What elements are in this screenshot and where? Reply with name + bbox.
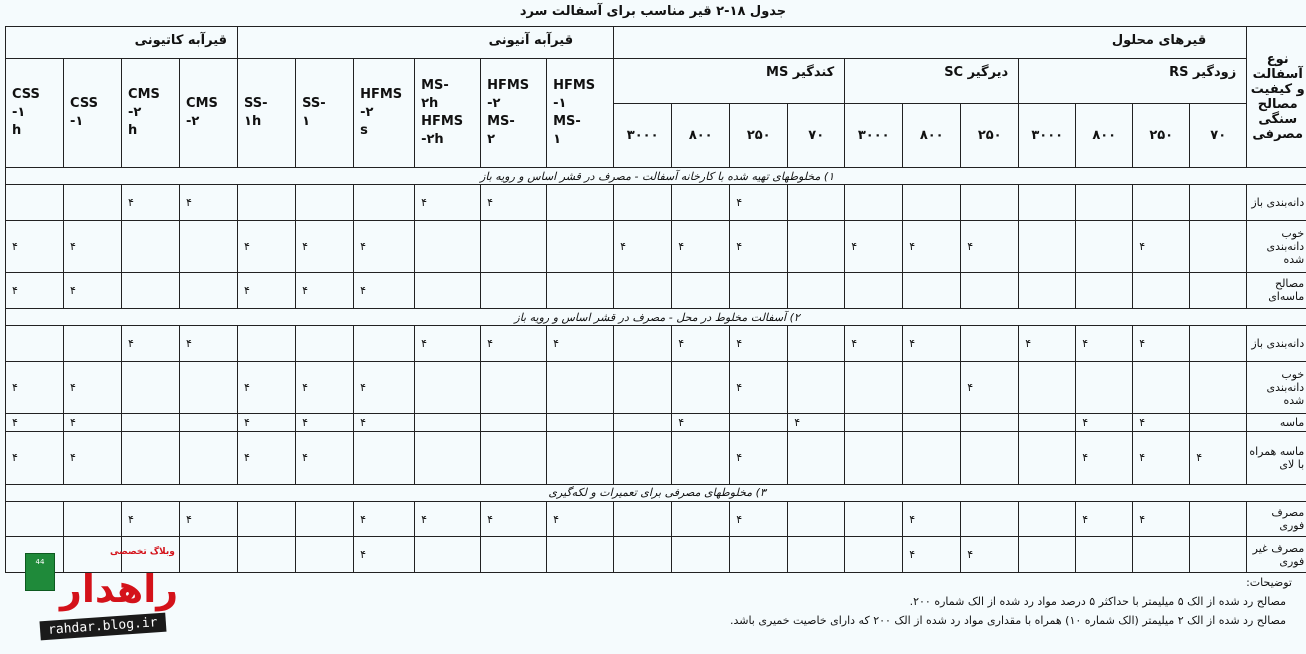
- mark-cell: ۴: [354, 413, 415, 431]
- mark-cell: ۴: [122, 501, 180, 537]
- mark-cell: ۴: [64, 431, 122, 484]
- table-row: [6, 185, 1306, 221]
- mark-cell: ۴: [354, 501, 415, 537]
- grade-header: CSS -۱: [64, 59, 122, 168]
- mark-cell: ۴: [354, 220, 415, 272]
- ms-header: کندگیر MS: [614, 59, 845, 104]
- grade-header: ۲۵۰: [730, 104, 788, 168]
- mark-cell: ۴: [64, 413, 122, 431]
- mark-cell: ۴: [180, 326, 238, 362]
- section-heading: ۱) مخلوطهای تهیه شده با کارخانه آسفالت - مصرف در قشر اساس و رویه باز: [6, 168, 1306, 185]
- mark-cell: ۴: [64, 220, 122, 272]
- mark-cell: ۴: [122, 326, 180, 362]
- table-row: [6, 537, 1306, 573]
- mark-cell: ۴: [961, 220, 1019, 272]
- row-label: دانه‌بندی باز: [1247, 185, 1306, 221]
- row-label: دانه‌بندی باز: [1247, 326, 1306, 362]
- page-title: جدول ۱۸-۲ قیر مناسب برای آسفالت سرد: [519, 4, 787, 19]
- mark-cell: ۴: [845, 326, 903, 362]
- grade-header: ۸۰۰: [1076, 104, 1133, 168]
- mark-cell: ۴: [961, 361, 1019, 413]
- row-label: مصرف فوری: [1247, 501, 1306, 537]
- grade-header: ۷۰: [1190, 104, 1247, 168]
- mark-cell: ۴: [1076, 431, 1133, 484]
- cutback-header: قیرهای محلول: [614, 27, 1247, 59]
- mark-cell: ۴: [354, 272, 415, 309]
- mark-cell: ۴: [296, 413, 354, 431]
- mark-cell: ۴: [481, 501, 547, 537]
- logo-text: راهدار: [60, 567, 179, 611]
- mark-cell: ۴: [1076, 413, 1133, 431]
- row-label: ماسه: [1247, 413, 1306, 431]
- table-row: [6, 272, 1306, 309]
- row-label: خوب دانه‌بندی شده: [1247, 361, 1306, 413]
- mark-cell: ۴: [64, 361, 122, 413]
- logo-tagline: وبلاگ تخصصی: [110, 547, 175, 557]
- grade-header: CMS -۲ h: [122, 59, 180, 168]
- mark-cell: ۴: [961, 537, 1019, 573]
- row-label: مصالح ماسه‌ای: [1247, 272, 1306, 309]
- table-row: [6, 413, 1306, 431]
- road-sign-icon: 44: [25, 553, 55, 591]
- note-item: مصالح رد شده از الک ۲ میلیمتر (الک شماره ۱۰) همراه با مقداری مواد رد شده از الک ۲۰۰ که دارای خاصیت خمیری باشد.: [729, 614, 1286, 627]
- grade-header: HFMS -۱ MS- ۱: [547, 59, 614, 168]
- mark-cell: ۴: [6, 272, 64, 309]
- mark-cell: ۴: [296, 361, 354, 413]
- mark-cell: ۴: [481, 185, 547, 221]
- mark-cell: ۴: [1190, 431, 1247, 484]
- mark-cell: ۴: [730, 501, 788, 537]
- table-row: [6, 361, 1306, 413]
- mark-cell: ۴: [415, 326, 481, 362]
- mark-cell: ۴: [1076, 326, 1133, 362]
- grade-header: SS- ۱: [296, 59, 354, 168]
- anionic-header: قیرآبه آنیونی: [238, 27, 614, 59]
- row-label: خوب دانه‌بندی شده: [1247, 220, 1306, 272]
- mark-cell: ۴: [730, 220, 788, 272]
- type-column-header: نوع آسفالت و کیفیت مصالح سنگی مصرفی: [1247, 27, 1306, 168]
- note-item: مصالح رد شده از الک ۵ میلیمتر با حداکثر ۵ درصد مواد رد شده از الک شماره ۲۰۰.: [909, 595, 1286, 608]
- table-row: [6, 501, 1306, 537]
- mark-cell: ۴: [6, 413, 64, 431]
- row-label: ماسه همراه با لای: [1247, 431, 1306, 484]
- grade-header: ۳۰۰۰: [845, 104, 903, 168]
- mark-cell: ۴: [730, 185, 788, 221]
- mark-cell: ۴: [903, 326, 961, 362]
- mark-cell: ۴: [238, 220, 296, 272]
- mark-cell: ۴: [354, 361, 415, 413]
- logo-url: rahdar.blog.ir: [39, 613, 166, 641]
- table-row: [6, 220, 1306, 272]
- rahdar-logo: [25, 545, 185, 645]
- grade-header: ۲۵۰: [1133, 104, 1190, 168]
- mark-cell: ۴: [672, 326, 730, 362]
- mark-cell: ۴: [180, 185, 238, 221]
- grade-header: SS- ۱h: [238, 59, 296, 168]
- mark-cell: ۴: [730, 326, 788, 362]
- grade-header: ۲۵۰: [961, 104, 1019, 168]
- mark-cell: ۴: [903, 220, 961, 272]
- grade-header: ۳۰۰۰: [1019, 104, 1076, 168]
- mark-cell: ۴: [415, 501, 481, 537]
- mark-cell: ۴: [672, 413, 730, 431]
- grade-header: ۸۰۰: [903, 104, 961, 168]
- mark-cell: ۴: [1133, 413, 1190, 431]
- mark-cell: ۴: [6, 431, 64, 484]
- table-row: [6, 431, 1306, 484]
- grade-header: ۷۰: [788, 104, 845, 168]
- grade-header: CMS -۲: [180, 59, 238, 168]
- mark-cell: ۴: [354, 537, 415, 573]
- mark-cell: ۴: [238, 431, 296, 484]
- mark-cell: ۴: [481, 326, 547, 362]
- mark-cell: ۴: [296, 431, 354, 484]
- notes-title: توضیحات:: [1246, 576, 1292, 589]
- grade-header: HFMS -۲ s: [354, 59, 415, 168]
- mark-cell: ۴: [1133, 326, 1190, 362]
- grade-header: HFMS -۲ MS- ۲: [481, 59, 547, 168]
- notes: [0, 576, 1296, 633]
- mark-cell: ۴: [238, 361, 296, 413]
- grade-header: ۸۰۰: [672, 104, 730, 168]
- grade-header: CSS -۱ h: [6, 59, 64, 168]
- mark-cell: ۴: [296, 272, 354, 309]
- row-label: مصرف غیر فوری: [1247, 537, 1306, 573]
- mark-cell: ۴: [903, 537, 961, 573]
- mark-cell: ۴: [6, 361, 64, 413]
- mark-cell: ۴: [180, 501, 238, 537]
- mark-cell: ۴: [547, 326, 614, 362]
- cationic-header: قیرآبه کاتیونی: [6, 27, 238, 59]
- mark-cell: ۴: [788, 413, 845, 431]
- rs-header: زودگیر RS: [1019, 59, 1247, 104]
- mark-cell: ۴: [672, 220, 730, 272]
- mark-cell: ۴: [730, 361, 788, 413]
- mark-cell: ۴: [415, 185, 481, 221]
- grade-header: ۳۰۰۰: [614, 104, 672, 168]
- section-heading: ۳) مخلوطهای مصرفی برای تعمیرات و لکه‌گیری: [6, 484, 1306, 501]
- mark-cell: ۴: [1133, 220, 1190, 272]
- mark-cell: ۴: [903, 501, 961, 537]
- mark-cell: ۴: [64, 272, 122, 309]
- mark-cell: ۴: [614, 220, 672, 272]
- mark-cell: ۴: [238, 272, 296, 309]
- mark-cell: ۴: [1076, 501, 1133, 537]
- mark-cell: ۴: [1019, 326, 1076, 362]
- mark-cell: ۴: [1133, 501, 1190, 537]
- mark-cell: ۴: [238, 413, 296, 431]
- grade-header: MS- ۲h HFMS -۲h: [415, 59, 481, 168]
- mark-cell: ۴: [122, 185, 180, 221]
- mark-cell: ۴: [296, 220, 354, 272]
- sc-header: دیرگیر SC: [845, 59, 1019, 104]
- mark-cell: ۴: [547, 501, 614, 537]
- table-row: [6, 326, 1306, 362]
- mark-cell: ۴: [845, 220, 903, 272]
- bitumen-table: [5, 26, 1305, 573]
- mark-cell: ۴: [1133, 431, 1190, 484]
- mark-cell: ۴: [730, 431, 788, 484]
- mark-cell: ۴: [6, 220, 64, 272]
- section-heading: ۲) آسفالت مخلوط در محل - مصرف در قشر اساس و رویه باز: [6, 309, 1306, 326]
